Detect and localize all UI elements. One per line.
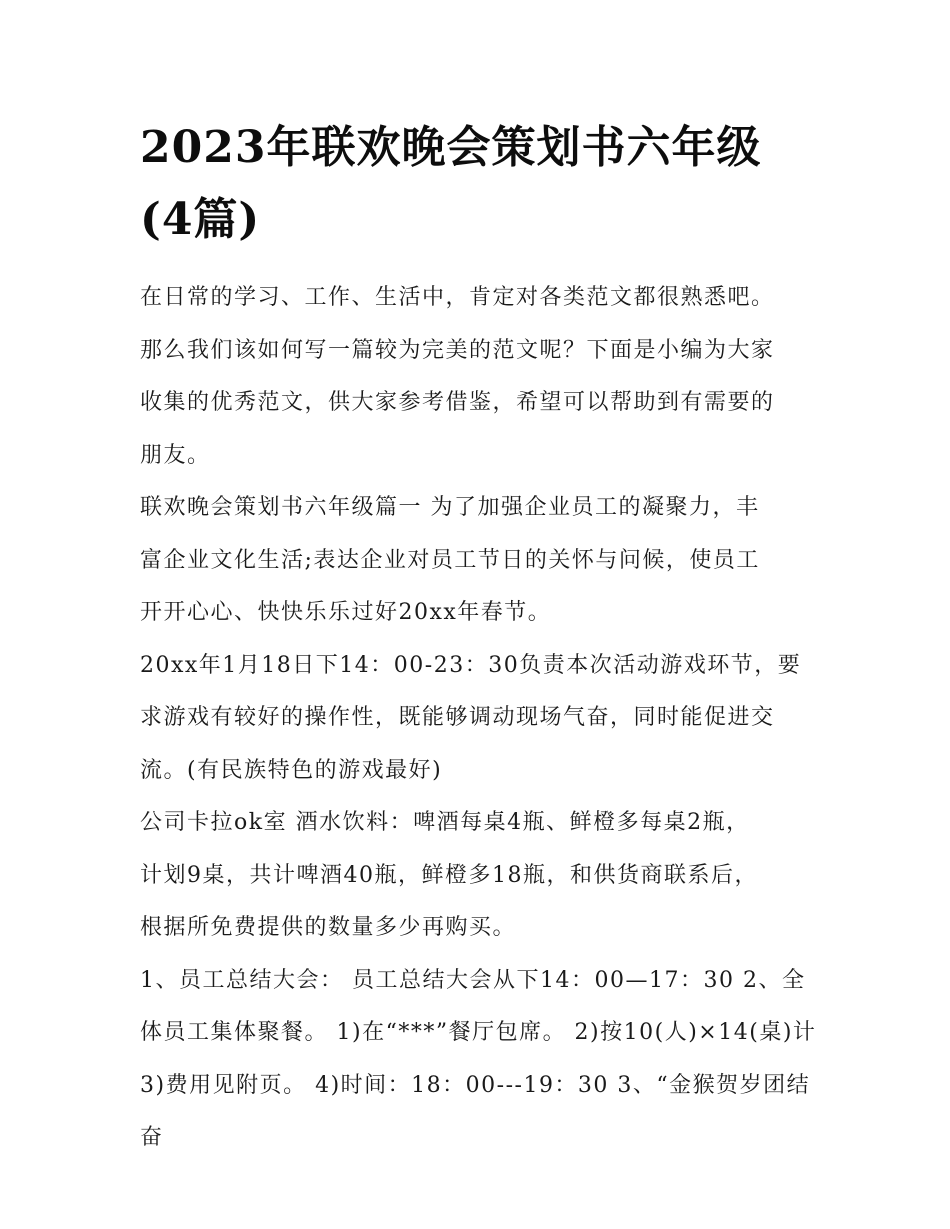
paragraph-agenda (140, 955, 820, 1165)
text-line: 20xx年1月18日下14：00-23：30负责本次活动游戏环节，要 (140, 652, 802, 678)
paragraph-venue-drinks (140, 797, 820, 955)
title-line-1: 2023年联欢晚会策划书六年级 (140, 122, 762, 173)
text-line: 收集的优秀范文，供大家参考借鉴，希望可以帮助到有需要的 (140, 390, 775, 415)
text-line: 根据所免费提供的数量多少再购买。 (140, 915, 517, 940)
text-line: 体员工集体聚餐。 1)在“***”餐厅包席。 2)按10(人)×14(桌)计 (140, 1020, 817, 1045)
text-line: 朋友。 (140, 442, 211, 468)
text-line: 那么我们该如何写一篇较为完美的范文呢？下面是小编为大家 (140, 337, 775, 363)
text-line: 富企业文化生活;表达企业对员工节日的关怀与问候，使员工 (140, 547, 760, 573)
text-line: 计划9桌，共计啤酒40瓶，鲜橙多18瓶，和供货商联系后， (140, 862, 758, 888)
text-line: 1、员工总结大会： 员工总结大会从下14：00—17：30 2、全 (140, 967, 806, 993)
text-line: 3)费用见附页。 4)时间：18：00---19：30 3、“金猴贺岁团结奋 (140, 1072, 811, 1150)
text-line: 在日常的学习、工作、生活中，肯定对各类范文都很熟悉吧。 (140, 285, 775, 310)
text-line: 求游戏有较好的操作性，既能够调动现场气奋，同时能促进交 (140, 705, 775, 730)
document-body (140, 112, 820, 1165)
paragraph-intro (140, 272, 820, 482)
text-line: 流。(有民族特色的游戏最好) (140, 757, 443, 783)
title-line-2: (4篇) (140, 194, 261, 245)
text-line: 联欢晚会策划书六年级篇一 为了加强企业员工的凝聚力，丰 (140, 495, 760, 520)
paragraph-schedule (140, 640, 820, 798)
text-line: 公司卡拉ok室 酒水饮料：啤酒每桌4瓶、鲜橙多每桌2瓶， (140, 810, 750, 835)
paragraph-purpose (140, 482, 820, 640)
text-line: 开开心心、快快乐乐过好20xx年春节。 (140, 600, 552, 625)
document-title (140, 112, 820, 256)
